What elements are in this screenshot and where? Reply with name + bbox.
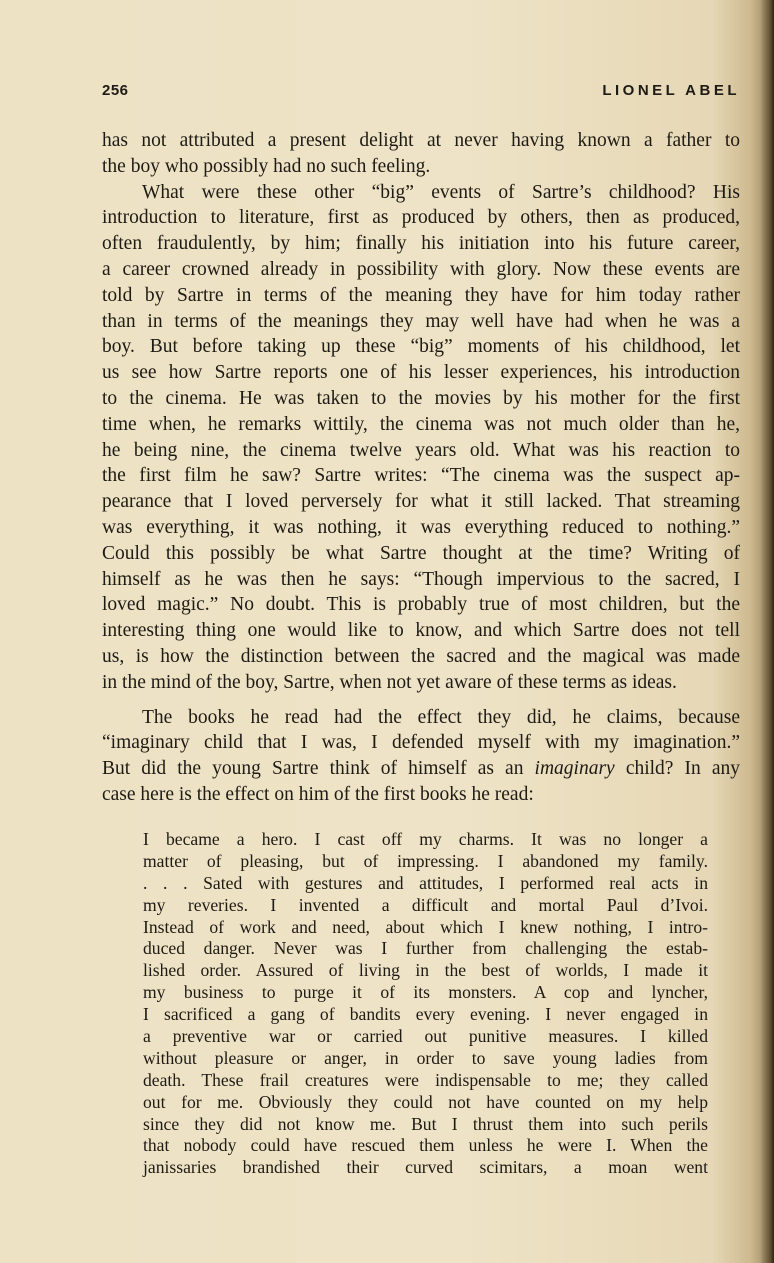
text-line: boy. But before taking up these “big” moments of his childhood, let [102,336,740,358]
block-quote [143,829,708,1179]
quote-line: janissaries brandished their curved scimitars, a moan went [143,1157,708,1178]
text-line: loved magic.” No doubt. This is probably true of most children, but the [102,594,740,616]
text-line: interesting thing one would like to know, and which Sartre does not tell [102,620,740,642]
quote-line: my reveries. I invented a difficult and mortal Paul d’Ivoi. [143,894,708,915]
quote-line: my business to purge it of its monsters. A cop and lyncher, [143,982,708,1003]
text-line: to the cinema. He was taken to the movies by his mother for the first [102,387,740,409]
text-line: “imaginary child that I was, I defended myself with my imagination.” [102,732,740,754]
text-line: has not attributed a present delight at never having known a father to [102,130,740,151]
text-segment: But did the young Sartre think of himself as an [102,758,524,780]
text-line: in the mind of the boy, Sartre, when not yet aware of these terms as ideas. [102,671,677,693]
text-line: introduction to literature, first as produced by others, then as produced, [102,207,740,229]
quote-line: I sacrificed a gang of bandits every evening. I never engaged in [143,1004,708,1025]
text-line: us, is how the distinction between the sacred and the magical was made [102,645,740,667]
page-number: 256 [102,82,129,99]
text-line: a career crowned already in possibility with glory. Now these events are [102,258,740,280]
quote-line: without pleasure or anger, in order to save young ladies from [143,1047,708,1068]
text-line: told by Sartre in terms of the meaning they have for him today rather [102,284,740,306]
quote-line: matter of pleasing, but of impressing. I abandoned my family. [143,850,708,871]
quote-line: a preventive war or carried out punitive measures. I killed [143,1026,708,1047]
text-line: the first film he saw? Sartre writes: “The cinema was the suspect ap- [102,465,740,487]
italic-emphasis: imaginary [534,758,615,780]
quote-line: out for me. Obviously they could not have counted on my help [143,1091,708,1112]
text-line: himself as he was then he says: “Though impervious to the sacred, I [102,568,740,590]
quote-line: I became a hero. I cast off my charms. It was no longer a [143,829,708,849]
text-line: often fraudulently, by him; finally his initiation into his future career, [102,233,740,255]
text-line: us see how Sartre reports one of his lesser experiences, his introduction [102,362,740,384]
text-line-with-italic [102,756,740,782]
quote-line: . . . Sated with gestures and attitudes, I performed real acts in [143,872,708,893]
page-header [102,82,740,110]
text-line: case here is the effect on him of the first books he read: [102,783,534,805]
text-line: was everything, it was nothing, it was everything reduced to nothing.” [102,516,740,538]
text-segment: child? In any [625,758,741,780]
text-line: What were these other “big” events of Sartre’s childhood? His [142,181,740,203]
text-line: The books he read had the effect they did, he claims, because [142,706,740,728]
text-line: Could this possibly be what Sartre thought at the time? Writing of [102,542,740,564]
body-text [102,128,740,808]
quote-line: Instead of work and need, about which I knew nothing, I intro- [143,916,708,937]
text-line: the boy who possibly had no such feeling. [102,155,431,177]
quote-line: lished order. Assured of living in the best of worlds, I made it [143,960,708,981]
running-head-author: LIONEL ABEL [602,82,740,99]
text-line: pearance that I loved perversely for what it still lacked. That streaming [102,491,740,513]
quote-line: duced danger. Never was I further from challenging the estab- [143,938,708,959]
quote-line: death. These frail creatures were indispensable to me; they called [143,1069,708,1090]
text-line: time when, he remarks wittily, the cinema was not much older than he, [102,413,740,435]
quote-line: since they did not know me. But I thrust them into such perils [143,1113,708,1134]
text-line: he being nine, the cinema twelve years old. What was his reaction to [102,439,740,461]
quote-line: that nobody could have rescued them unless he were I. When the [143,1135,708,1156]
book-spine-shadow [760,0,774,1263]
text-line: than in terms of the meanings they may well have had when he was a [102,310,740,332]
